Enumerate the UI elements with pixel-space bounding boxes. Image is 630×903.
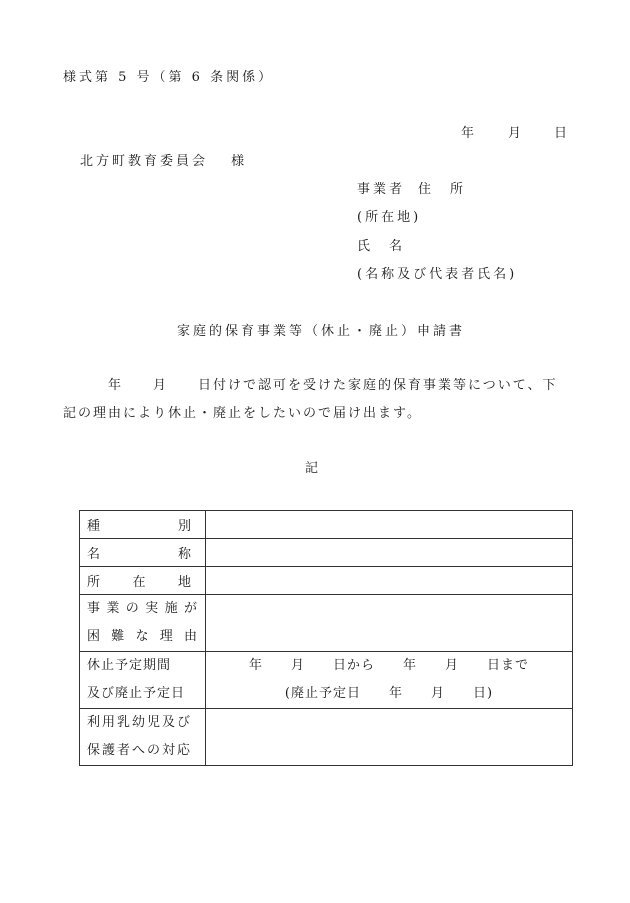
type-value-cell[interactable]: [206, 511, 573, 539]
address-sub: (所在地): [357, 210, 422, 225]
document-title: 家庭的保育事業等（休止・廃止）申請書: [177, 324, 466, 339]
reason-value-cell[interactable]: [206, 595, 573, 652]
ki-heading: 記: [305, 461, 319, 476]
reason-label-char: が: [183, 601, 197, 616]
reason-label-char: 由: [183, 629, 197, 644]
date-month: 月: [508, 126, 522, 141]
location-label-cell: [80, 567, 206, 595]
location-value-cell[interactable]: [206, 567, 573, 595]
applicant-role: 事業者: [357, 182, 406, 197]
reason-label-cell: [80, 595, 206, 652]
reason-label-char: 難: [111, 629, 125, 644]
reason-label-char: 困: [87, 629, 101, 644]
body-text-line2: 記の理由により休止・廃止をしたいので届け出ます。: [63, 406, 422, 421]
response-label-line1: 利用乳幼児及び: [87, 715, 193, 730]
response-value-cell[interactable]: [206, 709, 573, 766]
period-value-cell: [206, 652, 573, 709]
name-label-char: 称: [177, 547, 191, 562]
name-label: 氏 名: [357, 239, 406, 254]
reason-label-char: 事: [87, 601, 101, 616]
reason-label-char: 業: [106, 601, 120, 616]
name-value-cell[interactable]: [206, 539, 573, 567]
name-label-char: 名: [87, 547, 101, 562]
location-label-char: 在: [132, 575, 146, 590]
date-day: 日: [554, 126, 568, 141]
reason-label-char: 実: [145, 601, 159, 616]
addressee: 北方町教育委員会 様: [80, 154, 248, 169]
form-number: 様式第 5 号（第 6 条関係）: [63, 70, 275, 85]
reason-label-char: 理: [159, 629, 173, 644]
reason-label-char: な: [135, 629, 149, 644]
table-row-location: [80, 567, 573, 595]
period-value-line2[interactable]: (廃止予定日 年 月 日): [284, 686, 494, 701]
response-label-line2: 保護者への対応: [87, 743, 193, 758]
reason-label-char: 施: [164, 601, 178, 616]
table-row-name: [80, 539, 573, 567]
name-label-cell: [80, 539, 206, 567]
table-row-type: [80, 511, 573, 539]
type-label-char: 種: [87, 519, 101, 534]
table-row-response: [80, 709, 573, 766]
period-label-cell: [80, 652, 206, 709]
address-label: 住 所: [418, 182, 467, 197]
table-row-reason: [80, 595, 573, 652]
location-label-char: 地: [177, 575, 191, 590]
period-label-line2: 及び廃止予定日: [87, 686, 186, 701]
period-label-line1: 休止予定期間: [87, 658, 172, 673]
response-label-cell: [80, 709, 206, 766]
body-text-line1: 年 月 日付けで認可を受けた家庭的保育事業等について、下: [108, 378, 558, 393]
reason-label-char: の: [125, 601, 139, 616]
period-value-line1[interactable]: 年 月 日から 年 月 日まで: [248, 658, 529, 673]
type-label-char: 別: [177, 519, 191, 534]
date-year: 年: [461, 126, 475, 141]
table-row-period: [80, 652, 573, 709]
location-label-char: 所: [87, 575, 101, 590]
type-label-cell: [80, 511, 206, 539]
application-table: [79, 510, 573, 766]
name-sub: (名称及び代表者氏名): [357, 267, 518, 282]
